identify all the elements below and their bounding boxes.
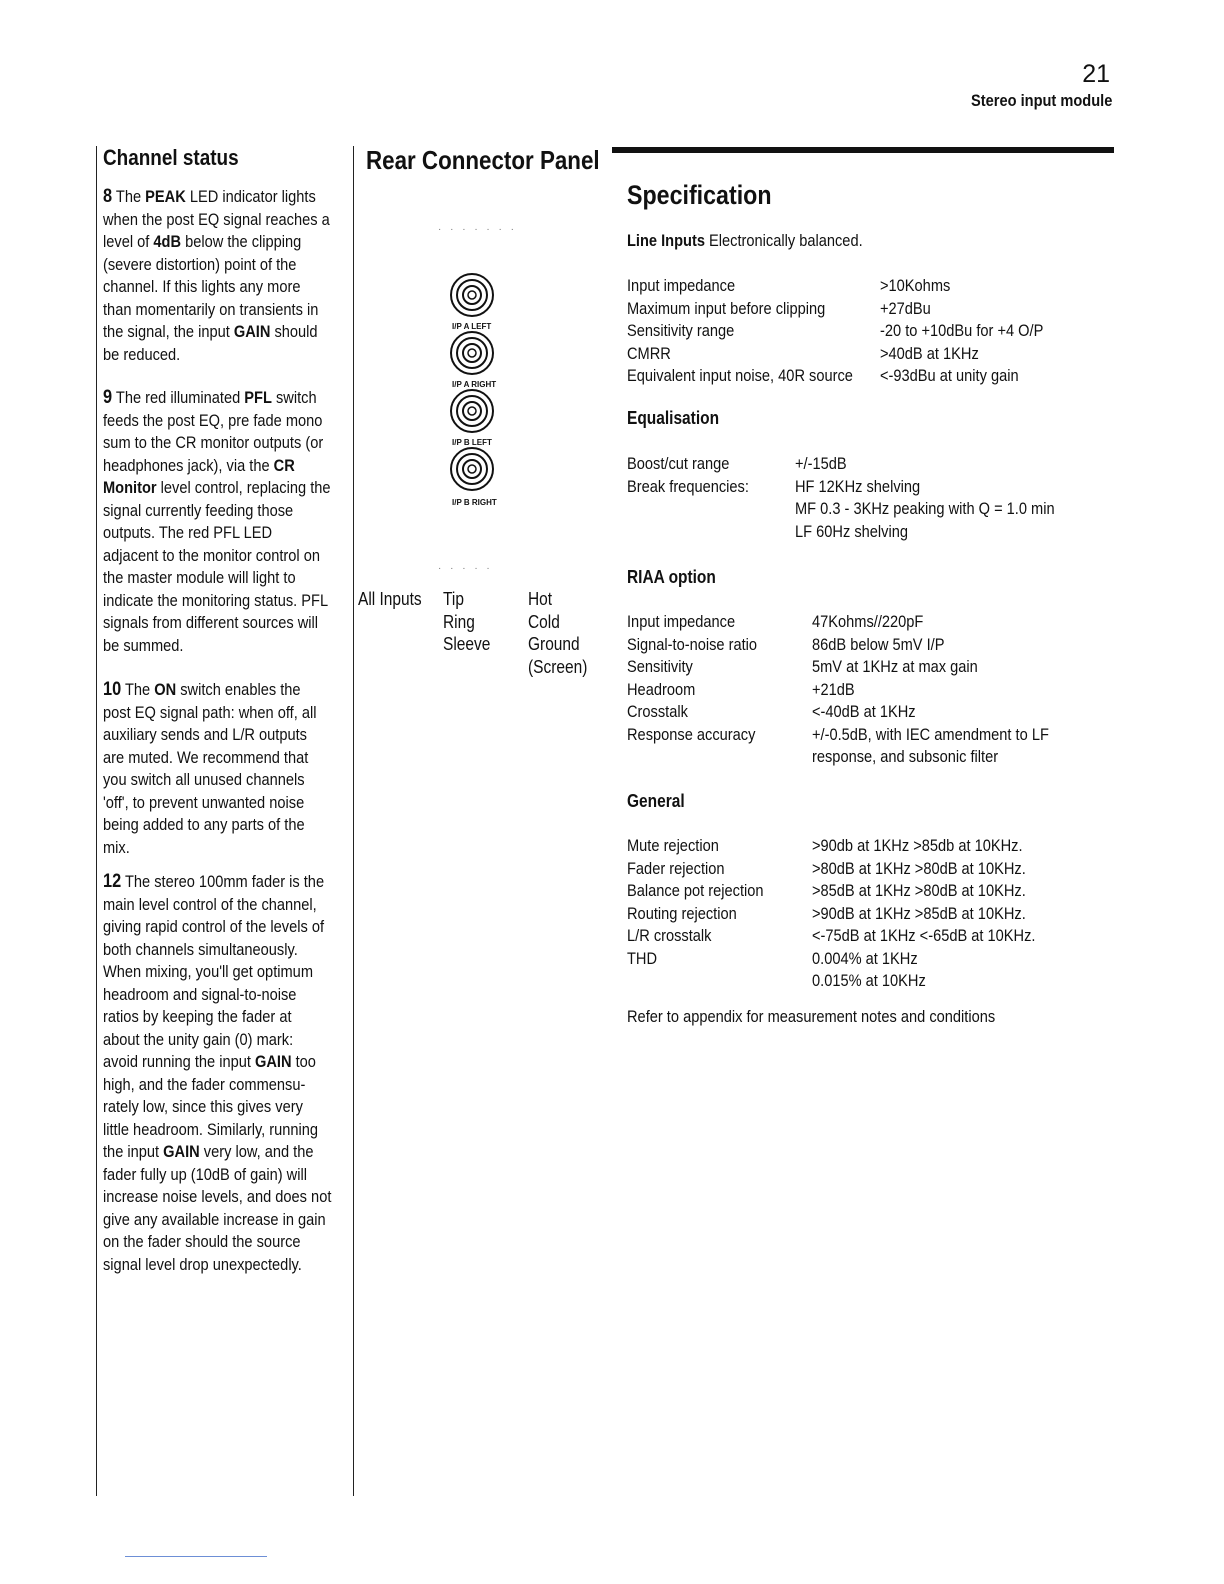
spec-value: >90db at 1KHz >85db at 10KHz. xyxy=(812,836,1023,855)
spec-value: LF 60Hz shelving xyxy=(795,521,908,541)
signal: Ground xyxy=(528,634,580,654)
left-column-rule xyxy=(96,146,97,1496)
channel-status-heading: Channel status xyxy=(103,145,239,170)
equalisation-values xyxy=(795,453,1055,543)
spec-param: Routing rejection xyxy=(627,903,737,923)
riaa-values xyxy=(812,611,1049,769)
line-inputs-line xyxy=(627,230,863,253)
general-params xyxy=(627,835,764,993)
spec-value: 5mV at 1KHz at max gain xyxy=(812,657,978,676)
spec-param: Sensitivity range xyxy=(627,321,735,340)
spec-param: Sensitivity xyxy=(627,657,693,676)
spec-value: +27dBu xyxy=(880,298,931,318)
pin: Tip xyxy=(443,589,464,609)
pin: Ring xyxy=(443,611,475,632)
xlr-jack-icon xyxy=(449,446,495,492)
jack-label: I/P B RIGHT xyxy=(452,498,497,507)
spec-param: Fader rejection xyxy=(627,858,725,878)
rear-panel-heading: Rear Connector Panel xyxy=(366,145,600,175)
spec-value: 0.004% at 1KHz xyxy=(812,948,918,968)
spec-value: >10Kohms xyxy=(880,276,951,295)
spec-param: Boost/cut range xyxy=(627,454,730,473)
item-number: 9 xyxy=(103,387,113,408)
wiring-signals xyxy=(528,588,587,678)
panel-outline-top: · · · · · · · xyxy=(438,224,517,235)
spec-value: <-93dBu at unity gain xyxy=(880,366,1019,385)
riaa-heading: RIAA option xyxy=(627,567,716,587)
spec-value: 47Kohms//220pF xyxy=(812,612,924,631)
signal: Cold xyxy=(528,611,560,632)
spec-param: Break frequencies: xyxy=(627,476,749,496)
xlr-jack-icon xyxy=(449,330,495,376)
spec-param: Mute rejection xyxy=(627,836,719,855)
spec-param: THD xyxy=(627,948,658,968)
spec-value: >40dB at 1KHz xyxy=(880,343,979,363)
spec-param: L/R crosstalk xyxy=(627,926,712,945)
item-text: The ON switch enables the post EQ signal path: when off, all auxiliary sends and L/R outputs are muted. We recommend that you switch all unused channels 'off', to prevent unwanted noise being added to any parts of the mix. xyxy=(103,680,317,857)
spec-header-bar xyxy=(612,147,1114,153)
line-inputs-values xyxy=(880,275,1043,388)
spec-value: -20 to +10dBu for +4 O/P xyxy=(880,321,1044,340)
jack-label: I/P B LEFT xyxy=(452,438,492,447)
panel-outline-bottom: · · · · · xyxy=(438,563,493,574)
spec-value: +/-0.5dB, with IEC amendment to LF xyxy=(812,724,1049,744)
item-number: 12 xyxy=(103,871,122,892)
specification-heading: Specification xyxy=(627,180,772,210)
spec-param: Equivalent input noise, 40R source xyxy=(627,366,853,385)
wiring-label: All Inputs xyxy=(358,589,422,609)
spec-param: Signal-to-noise ratio xyxy=(627,634,758,654)
channel-status-item-10 xyxy=(103,679,361,859)
line-inputs-params xyxy=(627,275,853,388)
spec-value: 86dB below 5mV I/P xyxy=(812,634,945,654)
spec-param: Input impedance xyxy=(627,276,736,295)
xlr-jack-icon xyxy=(449,272,495,318)
line-inputs-label: Line Inputs xyxy=(627,231,705,250)
riaa-params xyxy=(627,611,757,769)
spec-param: Input impedance xyxy=(627,612,736,631)
spec-value: HF 12KHz shelving xyxy=(795,476,921,496)
general-heading: General xyxy=(627,791,685,811)
section-title: Stereo input module xyxy=(970,91,1112,110)
item-text: The PEAK LED indicator lights when the post EQ signal reaches a level of 4dB below the clipping (severe distortion) point of the channel. If this lights any more than momentarily on transients in the signal, the input GAIN should be reduced. xyxy=(103,187,330,364)
item-text: The stereo 100mm fader is the main level control of the channel, giving rapid control of the levels of both channels simultaneously. When mixing, you'll get optimum headroom and signal-to-noise ratios by keeping the fader at about the unity gain (0) mark: avoid running the input GAIN too high, and the fader commensu- rately low, since this gives very little headroom. Similarly, running the input GAIN very low, and the fader fully up (10dB of gain) will increase noise levels, and does not give any available increase in gain on the fader should the source signal level drop unexpectedly. xyxy=(103,872,332,1274)
spec-value: >90dB at 1KHz >85dB at 10KHz. xyxy=(812,903,1026,923)
measurement-footnote: Refer to appendix for measurement notes and conditions xyxy=(627,1007,996,1026)
wiring-pins xyxy=(443,588,490,656)
spec-param: Balance pot rejection xyxy=(627,881,764,900)
xlr-jack-icon xyxy=(449,388,495,434)
spec-param: Maximum input before clipping xyxy=(627,298,826,318)
channel-status-item-8 xyxy=(103,186,361,366)
item-text: The red illuminated PFL switch feeds the post EQ, pre fade mono sum to the CR monitor outputs (or headphones jack), via the CR Monitor level control, replacing the signal currently feeding those outputs. The red PFL LED adjacent to the monitor control on the master module will light to indicate the monitoring status. PFL signals from different sources will be summed. xyxy=(103,388,331,655)
spec-param xyxy=(627,970,764,993)
spec-value: +21dB xyxy=(812,679,855,699)
signal: (Screen) xyxy=(528,656,588,677)
spec-param: Response accuracy xyxy=(627,724,756,744)
spec-value: 0.015% at 10KHz xyxy=(812,971,926,990)
pin: Sleeve xyxy=(443,634,491,654)
channel-status-item-9 xyxy=(103,387,361,657)
spec-value: MF 0.3 - 3KHz peaking with Q = 1.0 min xyxy=(795,499,1055,518)
item-number: 10 xyxy=(103,679,122,700)
channel-status-item-12 xyxy=(103,871,361,1276)
jack-label: I/P A LEFT xyxy=(452,322,492,331)
spec-value: <-75dB at 1KHz <-65dB at 10KHz. xyxy=(812,926,1036,945)
jack-label: I/P A RIGHT xyxy=(452,380,497,389)
spec-value: <-40dB at 1KHz xyxy=(812,702,916,721)
equalisation-heading: Equalisation xyxy=(627,408,720,428)
equalisation-params xyxy=(627,453,749,543)
general-values xyxy=(812,835,1035,993)
item-number: 8 xyxy=(103,186,113,207)
spec-param: Headroom xyxy=(627,679,696,699)
spec-value: response, and subsonic filter xyxy=(812,747,999,766)
spec-value: +/-15dB xyxy=(795,454,847,473)
spec-param xyxy=(627,746,757,769)
footer-rule xyxy=(125,1556,267,1557)
spec-value: >85dB at 1KHz >80dB at 10KHz. xyxy=(812,881,1026,900)
spec-param xyxy=(627,521,749,544)
spec-param xyxy=(627,498,749,521)
signal: Hot xyxy=(528,589,553,609)
spec-value: >80dB at 1KHz >80dB at 10KHz. xyxy=(812,858,1026,878)
spec-param: CMRR xyxy=(627,343,671,363)
spec-param: Crosstalk xyxy=(627,702,688,721)
line-inputs-text: Electronically balanced. xyxy=(704,231,863,250)
page-number: 21 xyxy=(1082,60,1110,88)
